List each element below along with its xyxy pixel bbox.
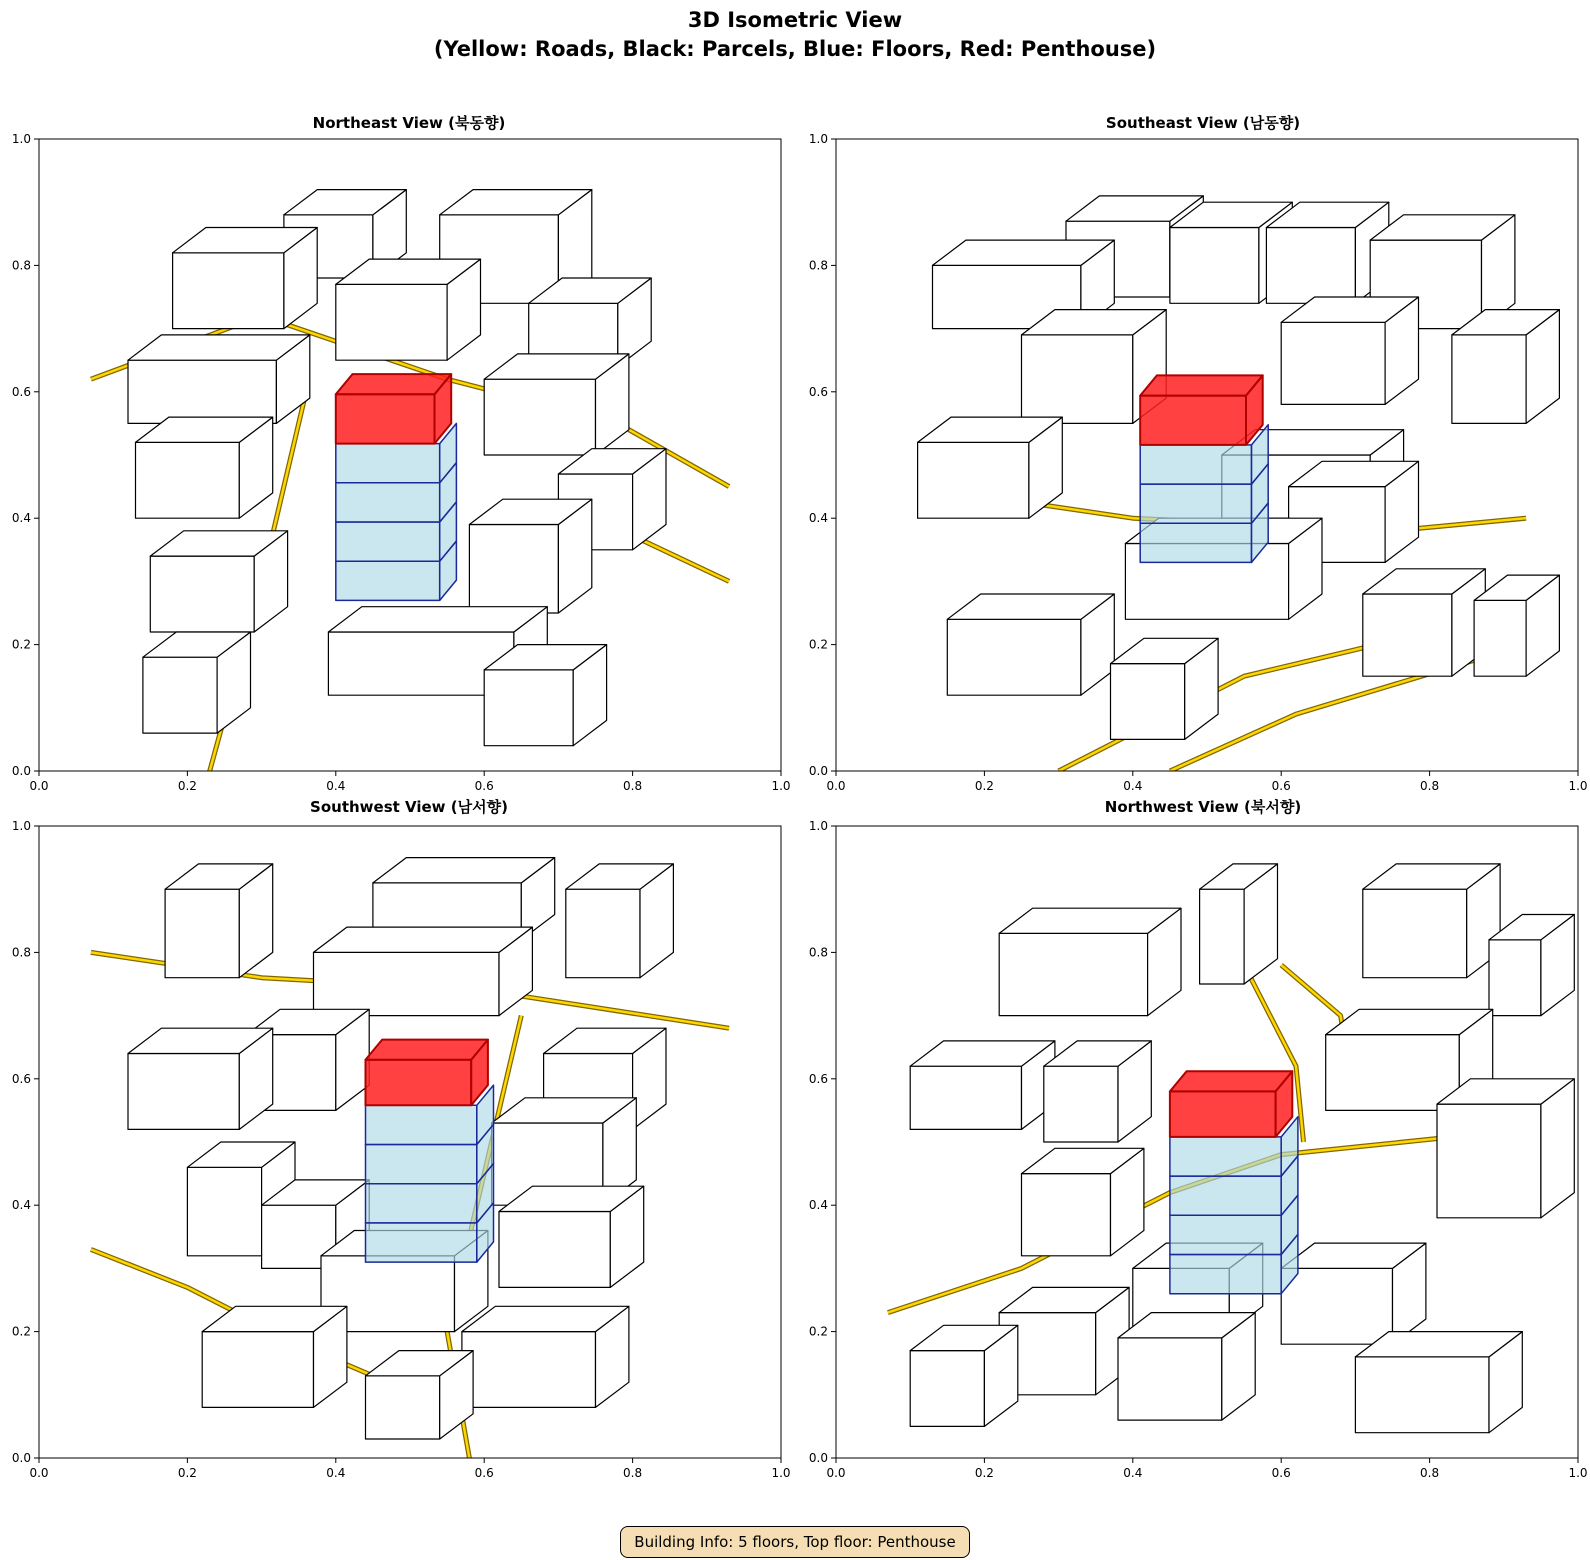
floor-front-face <box>1140 484 1251 523</box>
x-tick-label: 1.0 <box>1568 779 1588 793</box>
building-14 <box>1355 1332 1522 1433</box>
building-5 <box>128 1028 273 1129</box>
penthouse-front-face <box>336 394 435 443</box>
panel-southeast <box>809 114 1588 793</box>
building-roof-face <box>328 607 547 632</box>
building-front-face <box>314 952 500 1015</box>
x-tick-label: 0.4 <box>1123 1466 1143 1480</box>
x-tick-label: 0.2 <box>177 1466 197 1480</box>
plot-area <box>91 190 729 771</box>
panel-title-northwest: Northwest View (북서향) <box>1104 798 1302 816</box>
x-tick-label: 0.8 <box>623 1466 643 1480</box>
x-tick-label: 0.6 <box>474 779 494 793</box>
panel-southwest <box>12 798 791 1480</box>
building-3 <box>336 259 481 360</box>
y-tick-label: 0.0 <box>11 1451 31 1465</box>
building-front-face <box>173 253 284 329</box>
building-7 <box>136 417 273 518</box>
floor-front-face <box>336 522 440 561</box>
x-tick-label: 0.2 <box>177 779 197 793</box>
x-tick-label: 0.4 <box>326 779 346 793</box>
plot-area <box>888 864 1574 1433</box>
building-front-face <box>150 556 254 632</box>
building-10 <box>499 1186 644 1287</box>
road-2 <box>1170 645 1526 771</box>
x-tick-label: 0.2 <box>974 779 994 793</box>
building-8 <box>1022 1148 1144 1256</box>
floor-front-face <box>366 1223 477 1262</box>
panel-northwest <box>809 798 1588 1480</box>
building-12 <box>1363 569 1486 676</box>
building-front-face <box>910 1066 1021 1129</box>
y-tick-label: 0.8 <box>11 258 31 273</box>
panel-northeast <box>12 114 791 793</box>
building-front-face <box>202 1332 313 1408</box>
building-14 <box>366 1351 474 1439</box>
building-9 <box>469 499 591 613</box>
building-12 <box>143 632 251 733</box>
y-tick-label: 0.6 <box>11 1071 31 1086</box>
building-4 <box>529 278 652 367</box>
x-tick-label: 0.6 <box>474 1466 494 1480</box>
building-12 <box>1118 1313 1255 1421</box>
building-front-face <box>336 284 447 360</box>
floor-front-face <box>1140 523 1251 562</box>
x-tick-label: 0.4 <box>326 1466 346 1480</box>
y-tick-label: 0.4 <box>808 511 828 526</box>
y-tick-label: 0.4 <box>11 511 31 526</box>
building-front-face <box>1022 335 1133 424</box>
target-building <box>336 374 457 600</box>
floor-front-face <box>366 1105 477 1144</box>
building-front-face <box>1044 1066 1118 1142</box>
building-front-face <box>1363 889 1467 978</box>
penthouse-front-face <box>1140 396 1246 445</box>
building-front-face <box>499 1212 610 1288</box>
building-0 <box>1363 864 1500 978</box>
y-tick-label: 0.0 <box>808 1451 828 1465</box>
penthouse-roof-face <box>1170 1071 1292 1091</box>
building-7 <box>1452 310 1560 424</box>
building-front-face <box>366 1376 440 1439</box>
building-front-face <box>462 1332 596 1408</box>
building-14 <box>947 594 1114 695</box>
penthouse <box>1140 375 1263 445</box>
building-front-face <box>1111 664 1185 740</box>
floor-front-face <box>1170 1255 1281 1294</box>
building-6 <box>484 354 629 455</box>
penthouse <box>336 374 451 444</box>
figure-title-line-1: 3D Isometric View <box>687 8 903 32</box>
x-tick-label: 0.8 <box>1420 779 1440 793</box>
building-front-face <box>128 360 276 423</box>
penthouse <box>366 1040 488 1106</box>
building-13 <box>484 645 606 746</box>
x-tick-label: 0.6 <box>1271 1466 1291 1480</box>
building-front-face <box>910 1351 984 1427</box>
building-front-face <box>1281 322 1385 404</box>
floor-front-face <box>1170 1176 1281 1215</box>
floor-front-face <box>336 444 440 483</box>
building-front-face <box>165 889 239 978</box>
target-building <box>366 1040 494 1263</box>
y-tick-label: 0.2 <box>11 1324 31 1339</box>
penthouse-front-face <box>366 1060 472 1106</box>
x-tick-label: 0.4 <box>1123 779 1143 793</box>
x-tick-label: 0.8 <box>1420 1466 1440 1480</box>
building-10 <box>1281 1243 1426 1344</box>
building-3 <box>314 927 533 1016</box>
building-8 <box>918 417 1063 518</box>
building-front-face <box>1452 335 1526 424</box>
building-front-face <box>947 619 1081 695</box>
building-front-face <box>136 442 240 518</box>
floor-front-face <box>1140 445 1251 484</box>
target-building <box>1170 1071 1298 1294</box>
y-tick-label: 0.0 <box>11 764 31 778</box>
penthouse <box>1170 1071 1292 1137</box>
building-front-face <box>1326 1035 1460 1111</box>
y-tick-label: 0.8 <box>808 258 828 273</box>
building-13 <box>910 1325 1018 1426</box>
plot-area <box>918 196 1560 771</box>
building-front-face <box>1474 600 1526 676</box>
building-front-face <box>1118 1338 1222 1420</box>
building-front-face <box>128 1054 239 1130</box>
building-front-face <box>566 889 640 978</box>
plot-area <box>91 858 729 1458</box>
building-11 <box>999 1287 1129 1394</box>
y-tick-label: 0.6 <box>11 384 31 399</box>
y-tick-label: 0.0 <box>808 764 828 778</box>
building-front-face <box>1363 594 1452 676</box>
y-tick-label: 1.0 <box>808 819 828 833</box>
building-15 <box>1111 638 1219 739</box>
x-tick-label: 1.0 <box>1568 1466 1588 1480</box>
y-tick-label: 0.4 <box>808 1198 828 1213</box>
x-tick-label: 0.0 <box>29 779 49 793</box>
x-tick-label: 0.6 <box>1271 779 1291 793</box>
building-2 <box>566 864 674 978</box>
building-1 <box>165 864 273 978</box>
building-front-face <box>484 670 573 746</box>
building-12 <box>202 1306 347 1407</box>
panel-title-northeast: Northeast View (북동향) <box>312 114 506 132</box>
panel-title-southwest: Southwest View (남서향) <box>310 798 508 816</box>
road-edge-2 <box>1170 645 1526 771</box>
building-front-face <box>1437 1104 1541 1218</box>
y-tick-label: 0.4 <box>11 1198 31 1213</box>
y-tick-label: 0.8 <box>808 945 828 960</box>
building-13 <box>1474 575 1559 676</box>
y-tick-label: 0.6 <box>808 384 828 399</box>
building-1 <box>1200 864 1278 984</box>
y-tick-label: 0.8 <box>11 945 31 960</box>
building-2 <box>999 908 1181 1015</box>
x-tick-label: 1.0 <box>771 1466 791 1480</box>
building-front-face <box>1489 940 1541 1016</box>
x-tick-label: 0.2 <box>974 1466 994 1480</box>
building-front-face <box>1355 1357 1489 1433</box>
x-tick-label: 0.0 <box>29 1466 49 1480</box>
building-front-face <box>469 525 558 614</box>
building-front-face <box>143 657 217 733</box>
building-front-face <box>1170 228 1259 304</box>
floor-front-face <box>1170 1215 1281 1254</box>
building-5 <box>1281 297 1418 404</box>
building-info-box: Building Info: 5 floors, Top floor: Penthouse <box>620 1526 970 1558</box>
target-building <box>1140 375 1268 562</box>
building-6 <box>1044 1041 1152 1142</box>
floor-front-face <box>1170 1137 1281 1176</box>
building-10 <box>150 531 287 632</box>
building-front-face <box>918 442 1029 518</box>
y-tick-label: 0.2 <box>808 637 828 652</box>
y-tick-label: 0.2 <box>808 1324 828 1339</box>
building-front-face <box>1281 1268 1392 1344</box>
x-tick-label: 0.0 <box>826 779 846 793</box>
x-tick-label: 0.8 <box>623 779 643 793</box>
penthouse-roof-face <box>336 374 451 394</box>
building-13 <box>462 1306 629 1407</box>
building-front-face <box>999 933 1147 1015</box>
building-5 <box>128 335 310 424</box>
building-7 <box>1437 1079 1574 1218</box>
y-tick-label: 0.2 <box>11 637 31 652</box>
y-tick-label: 1.0 <box>11 819 31 833</box>
figure-title-line-2: (Yellow: Roads, Black: Parcels, Blue: Floors, Red: Penthouse) <box>433 37 1157 61</box>
building-3 <box>1489 915 1574 1016</box>
x-tick-label: 1.0 <box>771 779 791 793</box>
x-tick-label: 0.0 <box>826 1466 846 1480</box>
floor-front-face <box>336 561 440 600</box>
floor-front-face <box>366 1145 477 1184</box>
y-tick-label: 1.0 <box>808 132 828 146</box>
panel-title-southeast: Southeast View (남동향) <box>1105 114 1301 132</box>
y-tick-label: 1.0 <box>11 132 31 146</box>
y-tick-label: 0.6 <box>808 1071 828 1086</box>
building-5 <box>910 1041 1055 1130</box>
building-front-face <box>1266 228 1355 304</box>
building-front-face <box>187 1167 261 1256</box>
building-front-face <box>1022 1174 1111 1256</box>
building-2 <box>173 228 318 329</box>
penthouse-front-face <box>1170 1091 1276 1137</box>
building-front-face <box>1200 889 1245 984</box>
floor-front-face <box>366 1184 477 1223</box>
floor-front-face <box>336 483 440 522</box>
penthouse-roof-face <box>366 1040 488 1060</box>
penthouse-roof-face <box>1140 375 1263 395</box>
building-roof-face <box>314 927 533 952</box>
building-front-face <box>484 379 595 455</box>
